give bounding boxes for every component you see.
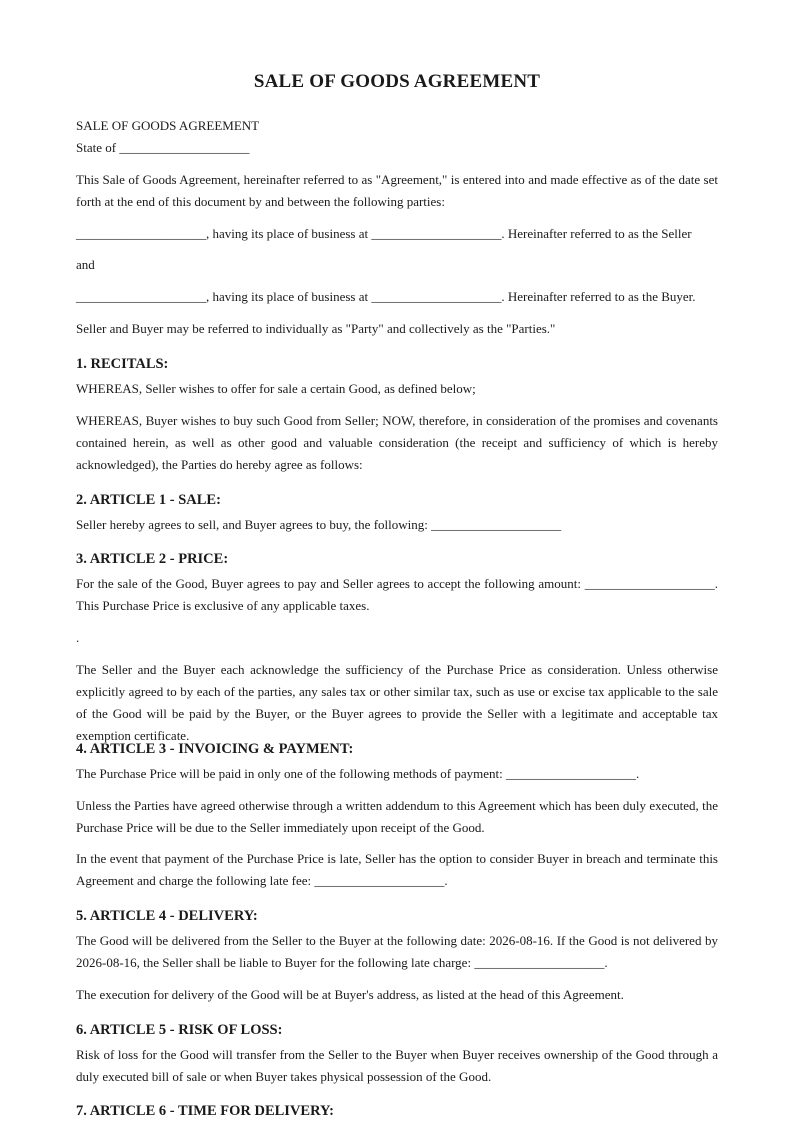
delivery-paragraph-2: The execution for delivery of the Good will be at Buyer's address, as listed at the head of this Agreement. — [76, 987, 624, 1002]
seller-line: ____________________, having its place of business at ____________________. Hereinafter referred to as the Seller — [76, 226, 692, 241]
risk-paragraph-1: Risk of loss for the Good will transfer from the Seller to the Buyer when Buyer receives ownership of the Good through a duly executed bill of sale or when Buyer takes physical possession of the Good. — [76, 1047, 718, 1084]
invoicing-paragraph-3: In the event that payment of the Purchase Price is late, Seller has the option to consider Buyer in breach and terminate this Agreement and charge the following late fee: ____________________. — [76, 851, 718, 888]
delivery-paragraph-1: The Good will be delivered from the Seller to the Buyer at the following date: 2026-08-16. If the Good is not delivered by 2026-08-16, the Seller shall be liable to Buyer for the following late charge: ____________________. — [76, 933, 718, 970]
price-paragraph-2: . — [76, 630, 80, 645]
recitals-heading: 1. RECITALS: — [76, 356, 169, 372]
and-text: and — [76, 257, 95, 272]
risk-heading: 6. ARTICLE 5 - RISK OF LOSS: — [76, 1022, 283, 1038]
time-heading: 7. ARTICLE 6 - TIME FOR DELIVERY: — [76, 1103, 335, 1119]
document-subtitle: SALE OF GOODS AGREEMENT — [76, 118, 260, 133]
price-heading: 3. ARTICLE 2 - PRICE: — [76, 551, 229, 567]
state-line: State of ____________________ — [76, 140, 250, 155]
document-title: SALE OF GOODS AGREEMENT — [253, 71, 541, 92]
invoicing-heading: 4. ARTICLE 3 - INVOICING & PAYMENT: — [76, 741, 354, 757]
parties-note: Seller and Buyer may be referred to individually as "Party" and collectively as the "Parties." — [76, 321, 556, 336]
invoicing-paragraph-1: The Purchase Price will be paid in only one of the following methods of payment: ____________________. — [76, 766, 640, 781]
buyer-line: ____________________, having its place of business at ____________________. Hereinafter referred to as the Buyer. — [76, 289, 696, 304]
price-paragraph-3: The Seller and the Buyer each acknowledge the sufficiency of the Purchase Price as consideration. Unless otherwise explicitly agreed to by each of the parties, any sales tax or other similar tax, such as use or excise tax applicable to the sale of the Good will be paid by the Buyer, or the Buyer agrees to provide the Seller with a legitimate and acceptable tax exemption certificate. — [76, 662, 718, 743]
recitals-paragraph-2: WHEREAS, Buyer wishes to buy such Good from Seller; NOW, therefore, in consideration of the promises and covenants contained herein, as well as other good and valuable consideration (the receipt and sufficiency of which is hereby acknowledged), the Parties do hereby agree as follows: — [76, 413, 718, 472]
recitals-paragraph-1: WHEREAS, Seller wishes to offer for sale a certain Good, as defined below; — [76, 381, 476, 396]
invoicing-paragraph-2: Unless the Parties have agreed otherwise through a written addendum to this Agreement which has been duly executed, the Purchase Price will be due to the Seller immediately upon receipt of the Good. — [76, 798, 718, 835]
intro-paragraph: This Sale of Goods Agreement, hereinafter referred to as "Agreement," is entered into and made effective as of the date set forth at the end of this document by and between the following parties: — [76, 172, 718, 209]
delivery-heading: 5. ARTICLE 4 - DELIVERY: — [76, 908, 258, 924]
price-paragraph-1: For the sale of the Good, Buyer agrees to pay and Seller agrees to accept the following amount: ____________________. This Purchase Price is exclusive of any applicable taxes. — [76, 576, 718, 613]
sale-heading: 2. ARTICLE 1 - SALE: — [76, 492, 221, 508]
sale-paragraph-1: Seller hereby agrees to sell, and Buyer agrees to buy, the following: ____________________ — [76, 517, 562, 532]
